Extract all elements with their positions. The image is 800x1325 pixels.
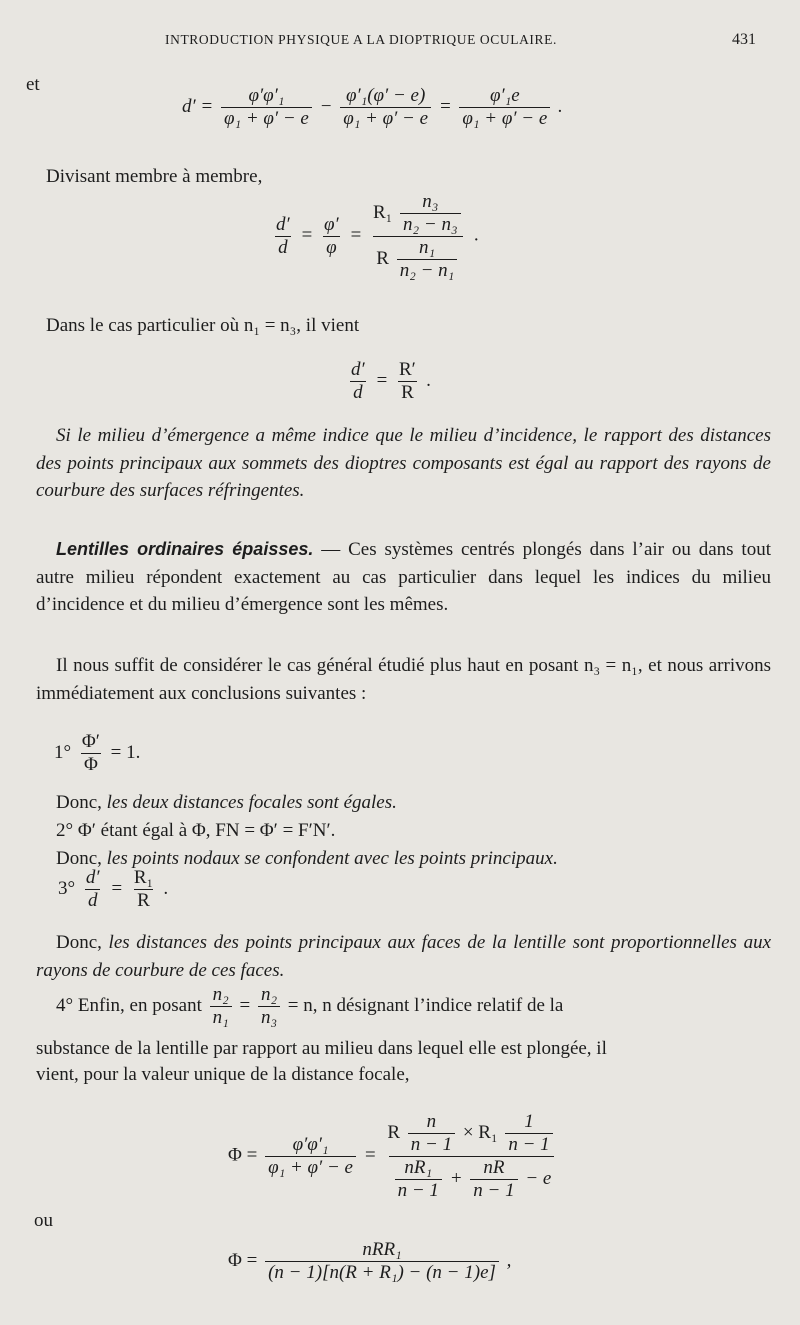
- item3-num: d′: [85, 867, 100, 888]
- eq2-big-den: [373, 236, 463, 281]
- eq2-big-num-inner-num: n₃: [422, 191, 439, 212]
- phi1-top-a-den: n − 1: [408, 1133, 455, 1155]
- item1-fraction: [79, 732, 103, 775]
- item4-f2-num: n₂: [260, 984, 278, 1005]
- eq3-num2: R′: [398, 359, 416, 380]
- phi1-big-num: [384, 1112, 558, 1156]
- page-number: 431: [732, 31, 756, 48]
- eq2-big-den-inner-num: n₁: [418, 236, 436, 258]
- eq1-f1-den: φ₁ + φ′ − e: [221, 107, 312, 129]
- item3-num2: R₁: [133, 867, 154, 888]
- item3-den2: R: [134, 889, 153, 911]
- item4-f2-den: n₃: [258, 1006, 280, 1028]
- phi2-den: (n − 1)[n(R + R₁) − (n − 1)e]: [265, 1261, 499, 1283]
- eq2-big-den-inner-den: n₂ − n₁: [397, 259, 458, 281]
- eq3-num: d′: [351, 359, 365, 380]
- item-4-line-1: 4° Enfin, en posant $\frac{\text{n₂}}{\text{n₁}}$ = $\frac{\text{n₂}}{\text{n₃}}$ = n, n désignant l’indice relatif de la: [56, 984, 564, 1028]
- item4-f1-den: n₁: [210, 1006, 232, 1028]
- phi1-top-b: [505, 1112, 552, 1155]
- eq1-fraction-2: [340, 86, 431, 129]
- text-cas-particulier: Dans le cas particulier où n₁ = n₃, il vient: [46, 315, 360, 336]
- paragraph-lentilles: [36, 536, 771, 619]
- phi1-fraction-1: [265, 1135, 356, 1178]
- phi1-top-b-den: n − 1: [505, 1133, 552, 1155]
- item4-lead: 4° Enfin, en posant: [56, 994, 202, 1016]
- item1-rhs: = 1.: [110, 741, 141, 763]
- margin-ou: ou: [34, 1210, 53, 1231]
- eq1-f3-num: φ′₁e: [489, 85, 520, 106]
- donc3-lead: Donc,: [56, 932, 109, 953]
- phi1-lhs: Φ =: [228, 1144, 258, 1166]
- paragraph-suffit: Il nous suffit de considérer le cas général étudié plus haut en posant n₃ = n₁, et nous arrivons immédiatement aux conclusions suivantes :: [36, 655, 771, 704]
- running-title: INTRODUCTION PHYSIQUE A LA DIOPTRIQUE OCULAIRE.: [165, 32, 557, 47]
- donc2-italic: les points nodaux se confondent avec les points principaux.: [106, 848, 558, 869]
- eq1-f3-den: φ₁ + φ′ − e: [459, 107, 550, 129]
- eq1-end: .: [558, 95, 563, 117]
- margin-et: et: [26, 74, 40, 95]
- phi2-lhs: Φ =: [228, 1249, 258, 1271]
- equation-phi-1: [228, 1112, 562, 1201]
- item1-num: Φ′: [81, 731, 100, 752]
- item3-end: .: [163, 877, 169, 899]
- equation-phi-2: [228, 1240, 511, 1283]
- eq3-den: d: [350, 381, 366, 403]
- item4-rhs: = n, n désignant l’indice relatif de la: [287, 994, 564, 1016]
- phi1-bot-b-num: nR: [483, 1156, 505, 1178]
- eq3-den2: R: [398, 381, 417, 403]
- section-heading-lentilles: Lentilles ordinaires épaisses.: [56, 539, 314, 559]
- eq1-equals: =: [438, 95, 452, 117]
- phi1-bot-b: [470, 1158, 517, 1201]
- equation-d-prime: [182, 86, 563, 129]
- phi1-big-fraction: [384, 1112, 558, 1201]
- eq2-big-den-R: R: [376, 247, 389, 269]
- phi1-equals: =: [363, 1144, 377, 1166]
- phi1-top-a: [408, 1112, 455, 1155]
- donc-2: [56, 848, 558, 870]
- eq2-big-num-R: R₁: [372, 201, 393, 223]
- phi1-top-b-num: 1: [524, 1111, 534, 1132]
- donc2-lead: Donc,: [56, 848, 107, 869]
- item-4-line-2: substance de la lentille par rapport au milieu dans lequel elle est plongée, il: [36, 1038, 607, 1059]
- item1-den: Φ: [81, 753, 101, 775]
- donc1-lead: Donc,: [56, 792, 107, 813]
- phi1-f1-num: φ′φ′₁: [292, 1133, 329, 1155]
- item-4-line-3: vient, pour la valeur unique de la distance focale,: [36, 1064, 410, 1085]
- eq2-fraction-2: [321, 215, 342, 258]
- equation-ratio: $\frac{d'}{d}$ = $\frac{\varphi'}{\varphi}$ = R₁ $\frac{\text{n₃}}{\text{n₂ − n₃}}$ R $\frac{\text{n₁}}{\text{n₂ − n₁}}$ .: [270, 192, 479, 281]
- phi1-times: × R₁: [462, 1121, 498, 1143]
- page-header: [0, 32, 800, 54]
- item3-fraction-2: [131, 868, 156, 911]
- eq1-fraction-3: [459, 86, 550, 129]
- phi2-fraction: [265, 1240, 499, 1283]
- item4-f1-num: n₂: [212, 984, 229, 1005]
- eq2-big-num: [370, 192, 467, 236]
- eq2-big-num-inner-den: n₂ − n₃: [400, 213, 461, 235]
- phi1-bot-a-den: n − 1: [395, 1179, 442, 1201]
- eq2-big-fraction: [370, 192, 467, 281]
- eq3-fraction-2: [396, 360, 419, 403]
- donc-1: [56, 792, 397, 814]
- donc1-italic: les deux distances focales sont égales.: [106, 792, 397, 813]
- eq2-f1-den: d: [275, 236, 291, 258]
- eq1-fraction-1: [221, 86, 312, 129]
- phi1-top-R: R: [387, 1121, 400, 1143]
- eq2-f2-den: φ: [323, 236, 340, 258]
- phi1-minus-e: − e: [525, 1167, 552, 1189]
- eq1-lhs: d′ =: [182, 95, 214, 117]
- item1-label: 1°: [54, 741, 72, 763]
- item3-label: 3°: [58, 877, 76, 899]
- phi1-bot-a: [395, 1158, 442, 1201]
- paragraph-theorem: Si le milieu d’émergence a même indice que le milieu d’incidence, le rapport des distances des points principaux aux sommets des dioptres composants est égal au rapport des rayons de courbure des surfaces réfringentes.: [36, 425, 771, 501]
- eq3-end: .: [426, 369, 432, 391]
- eq2-big-den-inner: [397, 238, 458, 281]
- phi1-big-den: [389, 1156, 555, 1201]
- item4-fraction-2: [258, 985, 280, 1028]
- phi1-plus: +: [449, 1167, 463, 1189]
- eq2-f2-num: φ′: [323, 213, 339, 235]
- lentilles-body: — Ces systèmes centrés plongés dans l’air ou dans tout autre milieu répondent exactement au cas particulier dans lequel les indices du milieu d’incidence et du milieu d’émergence sont les mêmes.: [36, 539, 771, 615]
- item-2: 2° Φ′ étant égal à Φ, FN = Φ′ = F′N′.: [56, 820, 336, 841]
- phi2-end: ,: [506, 1249, 512, 1271]
- equation-d-over-R: $\frac{d'}{d}$ = $\frac{R'}{R}$ .: [345, 360, 431, 403]
- eq2-big-num-inner: [400, 192, 461, 235]
- phi2-num: nRR₁: [362, 1239, 402, 1260]
- text-divisant: Divisant membre à membre,: [46, 166, 263, 187]
- eq1-f2-num: φ′₁(φ′ − e): [345, 85, 426, 106]
- item-3: 3° $\frac{d'}{d}$ = $\frac{\text{R₁}}{R}$ .: [58, 867, 169, 911]
- donc3-italic: les distances des points principaux aux faces de la lentille sont proportionnelles aux rayons de courbure de ces faces.: [36, 932, 771, 981]
- item3-den: d: [85, 889, 101, 911]
- donc-3: [36, 929, 771, 984]
- eq2-end: .: [474, 224, 480, 246]
- eq2-fraction-1: [273, 215, 293, 258]
- phi1-bot-a-num: nR₁: [404, 1156, 433, 1178]
- phi1-top-a-num: n: [426, 1111, 437, 1132]
- eq2-f1-num: d′: [276, 213, 290, 235]
- eq1-minus: −: [319, 95, 333, 117]
- eq3-fraction-1: [348, 360, 368, 403]
- item-1: [54, 732, 140, 775]
- eq1-f1-num: φ′φ′₁: [248, 85, 285, 106]
- item3-fraction-1: [83, 868, 103, 911]
- phi1-f1-den: φ₁ + φ′ − e: [265, 1156, 356, 1178]
- eq1-f2-den: φ₁ + φ′ − e: [340, 107, 431, 129]
- phi1-bot-b-den: n − 1: [470, 1179, 517, 1201]
- item4-fraction-1: [210, 985, 232, 1028]
